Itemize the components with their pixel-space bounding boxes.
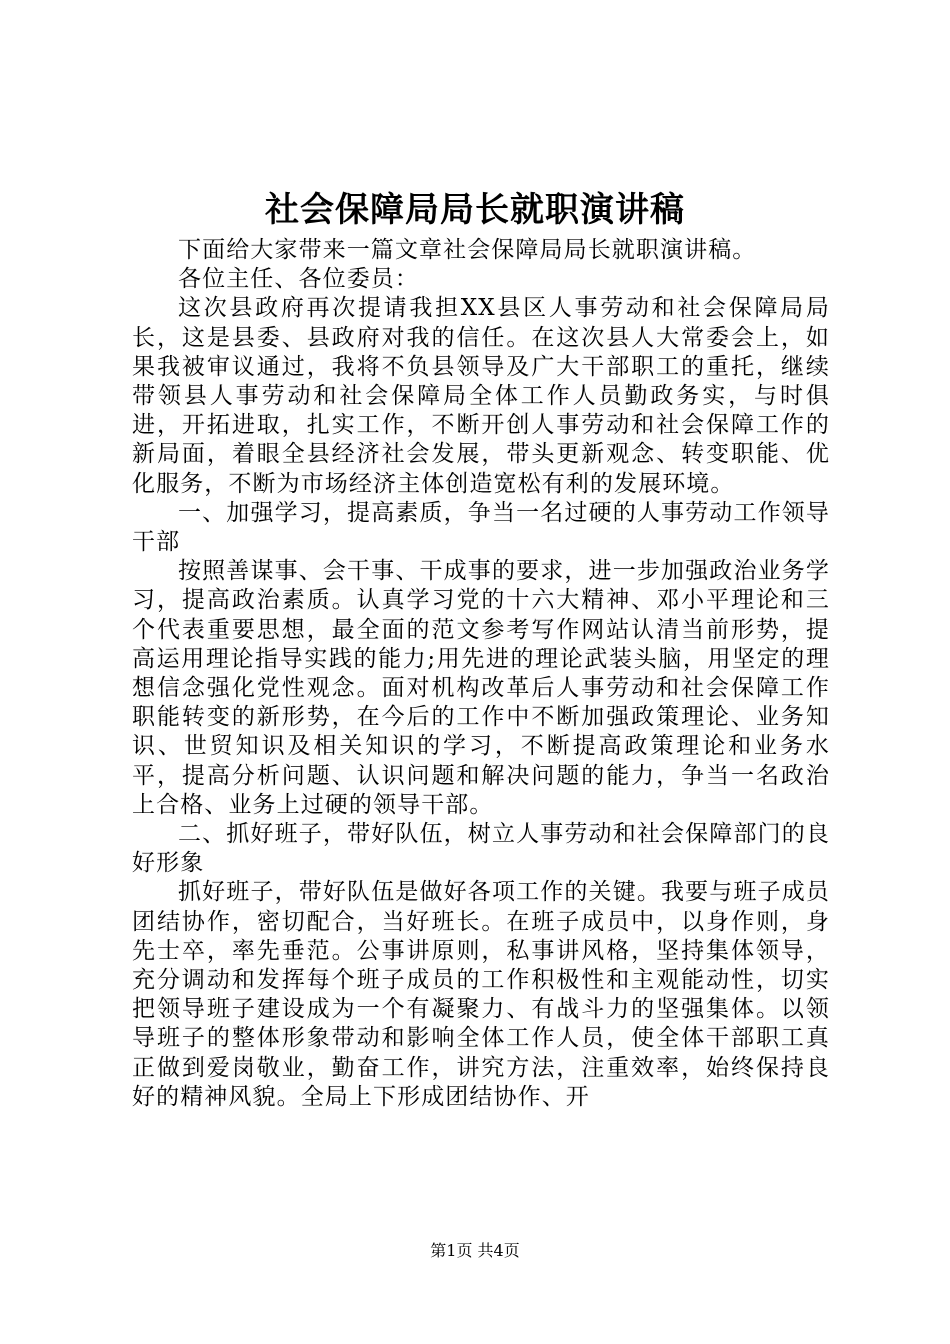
body-paragraph: 抓好班子，带好队伍是做好各项工作的关键。我要与班子成员团结协作，密切配合，当好班长。在班子成员中，以身作则，身先士卒，率先垂范。公事讲原则，私事讲风格，坚持集体领导，充分调动和发挥每个班子成员的工作积极性和主观能动性，切实把领导班子建设成为一个有凝聚力、有战斗力的坚强集体。以领导班子的整体形象带动和影响全体工作人员，使全体干部职工真正做到爱岗敬业，勤奋工作，讲究方法，注重效率，始终保持良好的精神风貌。全局上下形成团结协作、开 (132, 879, 830, 1110)
intro-paragraph: 下面给大家带来一篇文章社会保障局局长就职演讲稿。 (178, 237, 757, 263)
body-paragraph: 按照善谋事、会干事、干成事的要求，进一步加强政治业务学习，提高政治素质。认真学习党的十六大精神、邓小平理论和三个代表重要思想，最全面的范文参考写作网站认清当前形势，提高运用理论指导实践的能力;用先进的理论武装头脑，用坚定的理想信念强化党性观念。面对机构改革后人事劳动和社会保障工作职能转变的新形势，在今后的工作中不断加强政策理论、业务知识、世贸知识及相关知识的学习，不断提高政策理论和业务水平，提高分析问题、认识问题和解决问题的能力，争当一名政治上合格、业务上过硬的领导干部。 (132, 558, 830, 818)
document-title: 社会保障局局长就职演讲稿 (265, 190, 685, 230)
salutation-paragraph: 各位主任、各位委员： (178, 266, 419, 293)
section-heading-1: 一、加强学习，提高素质，争当一名过硬的人事劳动工作领导干部 (132, 499, 830, 556)
page-number-footer: 第1页 共4页 (430, 1241, 520, 1260)
body-paragraph: 这次县政府再次提请我担XX县区人事劳动和社会保障局局长，这是县委、县政府对我的信任。在这次县人大常委会上，如果我被审议通过，我将不负县领导及广大干部职工的重托，继续带领县人事劳动和社会保障局全体工作人员勤政务实，与时俱进，开拓进取，扎实工作，不断开创人事劳动和社会保障工作的新局面，着眼全县经济社会发展，带头更新观念、转变职能、优化服务，不断为市场经济主体创造宽松有利的发展环境。 (132, 295, 830, 497)
document-body (132, 236, 830, 1112)
section-heading-2: 二、抓好班子，带好队伍，树立人事劳动和社会保障部门的良好形象 (132, 821, 830, 877)
